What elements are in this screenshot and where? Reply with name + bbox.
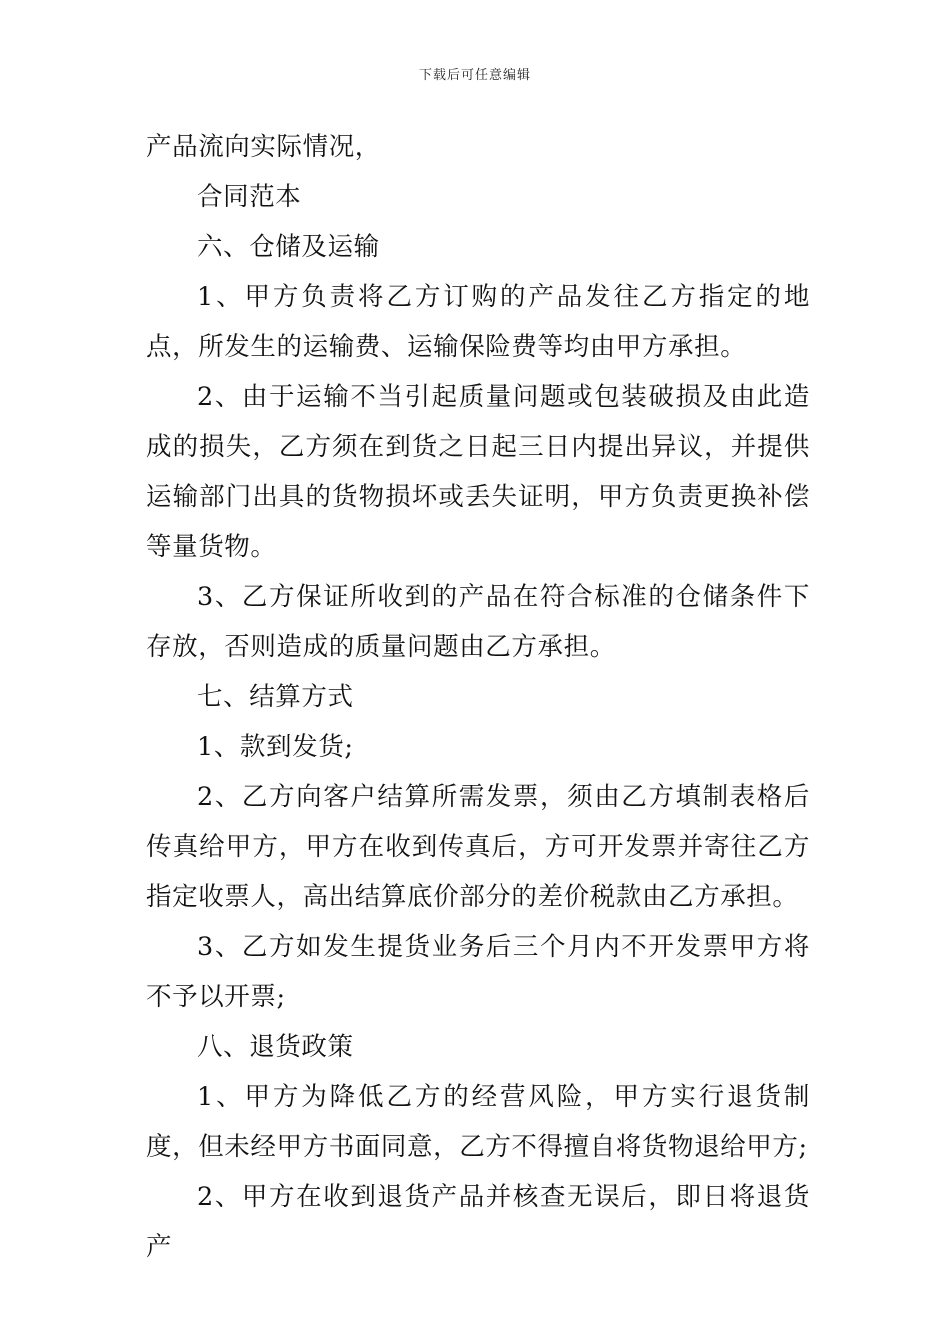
paragraph-continuation: 产品流向实际情况， xyxy=(146,132,381,162)
clause-6-1: 1、甲方负责将乙方订购的产品发往乙方指定的地点，所发生的运输费、运输保险费等均由甲方承担。 xyxy=(146,282,810,362)
clause-7-2: 2、乙方向客户结算所需发票，须由乙方填制表格后传真给甲方，甲方在收到传真后，方可开发票并寄往乙方指定收票人，高出结算底价部分的差价税款由乙方承担。 xyxy=(146,782,810,912)
section-heading-storage-transport: 六、仓储及运输 xyxy=(197,232,380,262)
document-body xyxy=(146,122,810,1272)
paragraph-contract-template-label: 合同范本 xyxy=(197,182,302,212)
clause-7-1: 1、款到发货; xyxy=(197,732,354,762)
section-heading-settlement: 七、结算方式 xyxy=(197,682,354,712)
clause-6-2: 2、由于运输不当引起质量问题或包装破损及由此造成的损失，乙方须在到货之日起三日内提出异议，并提供运输部门出具的货物损坏或丢失证明，甲方负责更换补偿等量货物。 xyxy=(146,382,810,562)
clause-6-3: 3、乙方保证所收到的产品在符合标准的仓储条件下存放，否则造成的质量问题由乙方承担。 xyxy=(146,582,810,662)
section-heading-return-policy: 八、退货政策 xyxy=(197,1032,354,1062)
page-header-note: 下载后可任意编辑 xyxy=(418,68,531,83)
clause-7-3: 3、乙方如发生提货业务后三个月内不开发票甲方将不予以开票; xyxy=(146,932,810,1012)
clause-8-2: 2、甲方在收到退货产品并核查无误后，即日将退货产 xyxy=(146,1182,810,1262)
clause-8-1: 1、甲方为降低乙方的经营风险，甲方实行退货制度，但未经甲方书面同意，乙方不得擅自将货物退给甲方; xyxy=(146,1082,810,1162)
